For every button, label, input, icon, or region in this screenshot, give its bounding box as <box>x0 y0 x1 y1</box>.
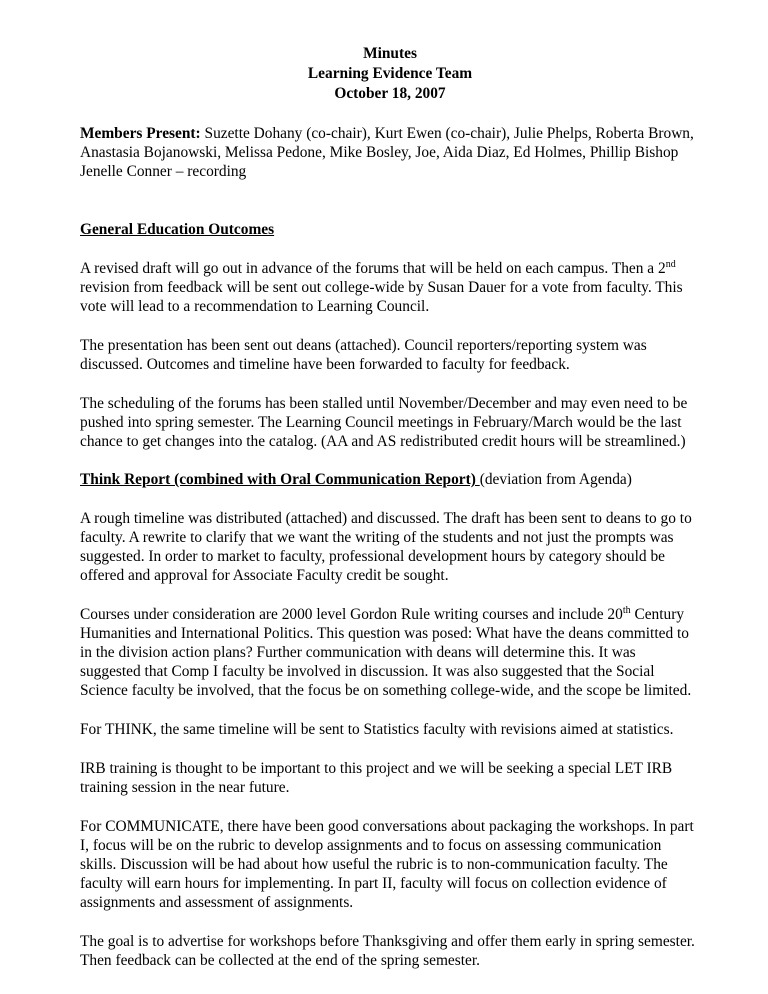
section-title-general-education: General Education Outcomes <box>80 221 275 238</box>
members-present <box>80 124 700 181</box>
gen-ed-paragraph-3: The scheduling of the forums has been stalled until November/December and may even need to be pushed into spring semester. The Learning Council meetings in February/March would be the last chance to get changes into the catalog. (AA and AS redistributed credit hours will be streamlined.) <box>80 395 688 450</box>
think-paragraph-3: For THINK, the same timeline will be sent to Statistics faculty with revisions aimed at statistics. <box>80 721 674 738</box>
gen-ed-p1-superscript: nd <box>665 258 676 270</box>
meeting-date: October 18, 2007 <box>334 85 446 102</box>
gen-ed-paragraph-2: The presentation has been sent out deans (attached). Council reporters/reporting system was discussed. Outcomes and timeline have been forwarded to faculty for feedback. <box>80 337 647 373</box>
think-paragraph-4: IRB training is thought to be important to this project and we will be seeking a special LET IRB training session in the near future. <box>80 760 673 796</box>
members-present-label: Members Present: <box>80 125 201 142</box>
members-list: Suzette Dohany (co-chair), Kurt Ewen (co-chair), Julie Phelps, Roberta Brown, Anastasia Bojanowski, Melissa Pedone, Mike Bosley, Joe, Aida Diaz, Ed Holmes, Phillip Bishop <box>80 125 694 161</box>
think-p2-text-a: Courses under consideration are 2000 level Gordon Rule writing courses and include 20 <box>80 606 623 623</box>
think-report-title-note: (deviation from Agenda) <box>479 471 632 488</box>
team-name: Learning Evidence Team <box>307 65 473 82</box>
minutes-header <box>80 44 700 104</box>
think-paragraph-1: A rough timeline was distributed (attached) and discussed. The draft has been sent to deans to go to faculty. A rewrite to clarify that we want the writing of the students and not just the prompts was suggested. In order to market to faculty, professional development hours by category should be offered and approval for Associate Faculty credit be sought. <box>80 510 692 584</box>
document-page <box>80 44 700 970</box>
think-paragraph-5: For COMMUNICATE, there have been good conversations about packaging the workshops. In part I, focus will be on the rubric to develop assignments and to focus on assessing communication skills. Discussion will be had about how useful the rubric is to non-communication faculty. The faculty will earn hours for implementing. In part II, faculty will focus on collection evidence of assignments and assessment of assignments. <box>80 818 694 911</box>
think-p2-text-b: Century Humanities and International Politics. This question was posed: What have the deans committed to in the division action plans? Further communication with deans will determine this. It was suggested that Comp I faculty be involved in discussion. It was also suggested that the Social Science faculty be involved, that the focus be on something college-wide, and the scope be limited. <box>80 606 692 699</box>
gen-ed-p1-text-a: A revised draft will go out in advance of the forums that will be held on each campus. Then a 2 <box>80 260 666 277</box>
think-p2-superscript: th <box>622 604 631 616</box>
document-title: Minutes <box>363 45 417 62</box>
gen-ed-p1-text-b: revision from feedback will be sent out college-wide by Susan Dauer for a vote from faculty. This vote will lead to a recommendation to Learning Council. <box>80 279 683 315</box>
think-report-title: Think Report (combined with Oral Communication Report) <box>80 471 480 488</box>
section-title-think-report <box>80 470 700 489</box>
recorder-line: Jenelle Conner – recording <box>80 163 247 180</box>
think-paragraph-6: The goal is to advertise for workshops before Thanksgiving and offer them early in spring semester. Then feedback can be collected at the end of the spring semester. <box>80 933 695 969</box>
think-paragraph-2 <box>80 605 700 700</box>
gen-ed-paragraph-1 <box>80 259 700 316</box>
